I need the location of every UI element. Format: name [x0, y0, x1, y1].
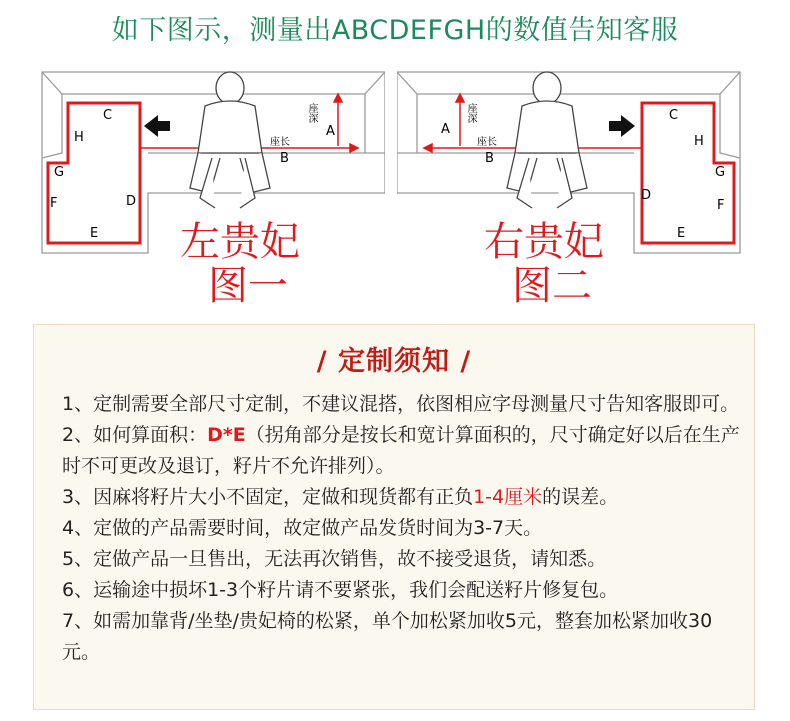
notice-list [62, 389, 742, 668]
label-h: H [694, 134, 704, 149]
notice-item-4 [62, 513, 742, 544]
notice-item-1 [62, 389, 742, 420]
notice-highlight: D*E [207, 424, 246, 446]
notice-item-text: 2、如何算面积： [62, 424, 208, 446]
page-title: 如下图示，测量出ABCDEFGH的数值告知客服 [111, 15, 679, 46]
custom-notice-panel [33, 324, 755, 710]
label-seat-depth: 座深 [465, 103, 476, 123]
label-h: H [74, 130, 84, 145]
label-f: F [50, 196, 58, 211]
label-a: A [326, 124, 335, 139]
notice-item-text: 的误差。 [542, 486, 619, 508]
notice-item-3 [62, 482, 742, 513]
notice-title: / 定制须知 / [316, 346, 472, 377]
notice-item-text: 4、定做的产品需要时间，故定做产品发货时间为3-7天。 [62, 517, 543, 539]
label-e: E [677, 226, 686, 241]
label-seat-depth: 座深 [306, 103, 317, 123]
diagram-left-name: 左贵妃 [180, 219, 300, 265]
notice-item-text: 6、运输途中损坏1-3个籽片请不要紧张，我们会配送籽片修复包。 [62, 579, 619, 601]
notice-item-2 [62, 420, 742, 482]
label-c: C [103, 108, 113, 123]
diagram-right-name: 右贵妃 [484, 219, 604, 265]
label-b: B [280, 151, 289, 166]
notice-item-text: 3、因麻将籽片大小不固定，定做和现货都有正负 [62, 486, 474, 508]
label-e: E [90, 226, 99, 241]
notice-item-text: 7、如需加靠背/坐垫/贵妃椅的松紧，单个加松紧加收5元，整套加松紧加收30元。 [62, 610, 713, 663]
person-figure-left [190, 72, 270, 208]
notice-item-5 [62, 544, 742, 575]
label-b: B [485, 151, 494, 166]
notice-item-7 [62, 606, 742, 668]
diagram-right-caption: 图二 [512, 263, 592, 309]
diagram-left-caption: 图一 [208, 263, 288, 309]
label-a: A [441, 122, 450, 137]
label-f: F [717, 198, 725, 213]
person-figure-right [507, 72, 587, 208]
label-d: D [126, 194, 137, 209]
notice-item-text: （拐角部分是按长和宽计算面积的，尺寸确定好以后在生产时不可更改及退订，籽片不允许排列）。 [62, 424, 740, 477]
label-g: G [54, 165, 65, 180]
notice-highlight: 1-4厘米 [473, 486, 543, 508]
label-seat-length: 座长 [477, 137, 497, 148]
label-d: D [641, 188, 652, 203]
notice-item-text: 1、定制需要全部尺寸定制，不建议混搭，依图相应字母测量尺寸告知客服即可。 [62, 393, 740, 415]
label-c: C [669, 108, 679, 123]
notice-item-6 [62, 575, 742, 606]
notice-item-text: 5、定做产品一旦售出，无法再次销售，故不接受退货，请知悉。 [62, 548, 607, 570]
label-seat-length: 座长 [270, 137, 290, 148]
label-g: G [715, 165, 726, 180]
